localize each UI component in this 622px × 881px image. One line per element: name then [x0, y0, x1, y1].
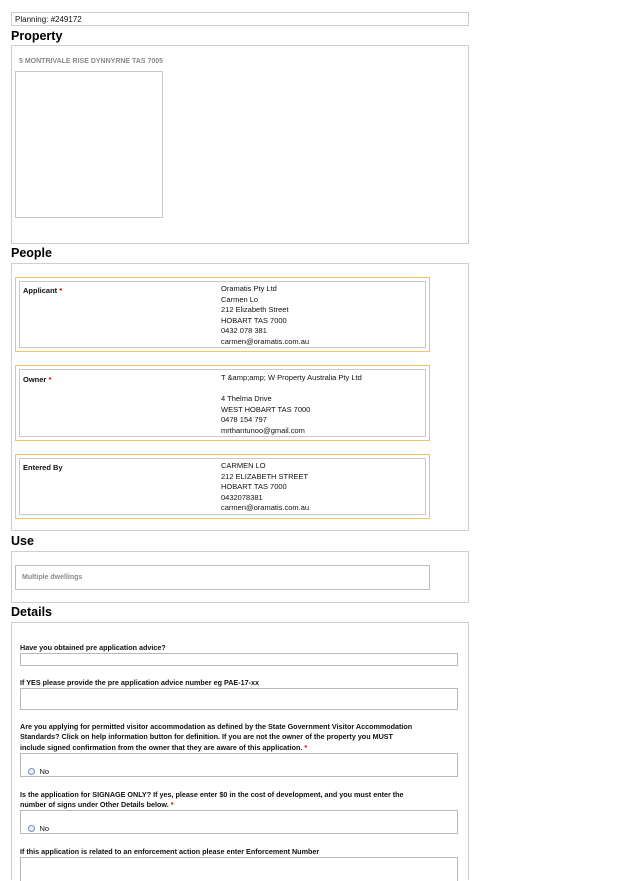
entered-by-card [15, 454, 430, 519]
use-heading: Use [11, 534, 34, 548]
visitor-accommodation-option[interactable] [28, 761, 49, 779]
applicant-email: carmen@oramatis.com.au [221, 336, 310, 346]
property-heading: Property [11, 29, 63, 43]
owner-role-label [23, 375, 51, 384]
signage-only-question-line1: Is the application for SIGNAGE ONLY? If yes, please enter $0 in the cost of development, and you must enter the [20, 790, 404, 799]
owner-street: 4 Thelma Drive [221, 394, 272, 404]
applicant-role-label [23, 286, 62, 295]
enforcement-question: If this application is related to an enforcement action please enter Enforcement Number [20, 847, 320, 856]
entered-by-email: carmen@oramatis.com.au [221, 503, 310, 513]
applicant-phone: 0432 078 381 [221, 326, 267, 336]
use-value: Multiple dwellings [22, 574, 83, 581]
use-field [15, 565, 430, 590]
visitor-accommodation-question-line3 [20, 743, 460, 753]
property-panel [11, 45, 469, 244]
pre-application-field[interactable] [20, 653, 458, 666]
applicant-card [15, 277, 430, 352]
applicant-city: HOBART TAS 7000 [221, 315, 287, 325]
required-marker: * [48, 375, 52, 384]
property-map [15, 71, 163, 218]
signage-only-option[interactable] [28, 818, 49, 836]
required-marker: * [59, 286, 63, 295]
owner-phone: 0478 154 797 [221, 415, 267, 425]
applicant-details [221, 284, 309, 348]
pre-application-question: Have you obtained pre application advice? [20, 643, 166, 652]
visitor-accommodation-question-line1: Are you applying for permitted visitor accommodation as defined by the State Government Visitor Accommodation [20, 722, 413, 731]
radio-icon[interactable] [28, 768, 35, 775]
entered-by-details [221, 461, 309, 514]
radio-icon[interactable] [28, 825, 35, 832]
people-heading: People [11, 246, 52, 260]
signage-only-question-line2-text: number of signs under Other Details below. [20, 800, 169, 810]
enforcement-number-field[interactable] [20, 857, 458, 881]
pre-application-number-field[interactable] [20, 688, 458, 710]
entered-by-name: CARMEN LO [221, 461, 266, 470]
owner-city: WEST HOBART TAS 7000 [221, 404, 311, 414]
owner-blank-line [221, 384, 362, 395]
visitor-accommodation-question-line3-text: include signed confirmation from the owner that they are aware of this application. [20, 742, 303, 752]
owner-email: mrthantunoo@gmail.com [221, 425, 305, 435]
required-marker: * [170, 800, 174, 810]
applicant-street: 212 Elizabeth Street [221, 305, 289, 315]
signage-only-field [20, 810, 458, 834]
visitor-accommodation-field [20, 753, 458, 777]
applicant-role-text: Applicant [23, 286, 58, 295]
owner-details [221, 373, 362, 437]
signage-only-answer: No [39, 824, 50, 833]
required-marker: * [304, 742, 308, 752]
details-panel [11, 622, 469, 880]
applicant-contact: Carmen Lo [221, 294, 259, 304]
entered-by-phone: 0432078381 [221, 492, 263, 502]
visitor-accommodation-question-line2: Standards? Click on help information button for definition. If you are not the owner of the property you MUST [20, 732, 393, 742]
owner-card-inner [19, 369, 426, 437]
entered-by-street: 212 ELIZABETH STREET [221, 471, 309, 481]
pre-application-number-question: If YES please provide the pre application advice number eg PAE-17-xx [20, 678, 259, 687]
signage-only-question [20, 790, 460, 811]
owner-role-text: Owner [23, 375, 47, 384]
people-panel [11, 263, 469, 531]
entered-by-card-inner [19, 458, 426, 515]
entered-by-city: HOBART TAS 7000 [221, 482, 287, 492]
planning-number: Planning: #249172 [11, 12, 469, 26]
owner-card [15, 365, 430, 441]
use-panel [11, 551, 469, 603]
entered-by-role-label: Entered By [23, 463, 63, 472]
property-address: 5 MONTRIVALE RISE DYNNYRNE TAS 7005 [19, 58, 164, 65]
visitor-accommodation-answer: No [39, 767, 50, 776]
owner-company: T &amp;amp; W Property Australia Pty Ltd [221, 373, 362, 382]
applicant-company: Oramatis Pty Ltd [221, 284, 277, 293]
applicant-card-inner [19, 281, 426, 348]
details-heading: Details [11, 605, 52, 619]
visitor-accommodation-question [20, 722, 460, 753]
